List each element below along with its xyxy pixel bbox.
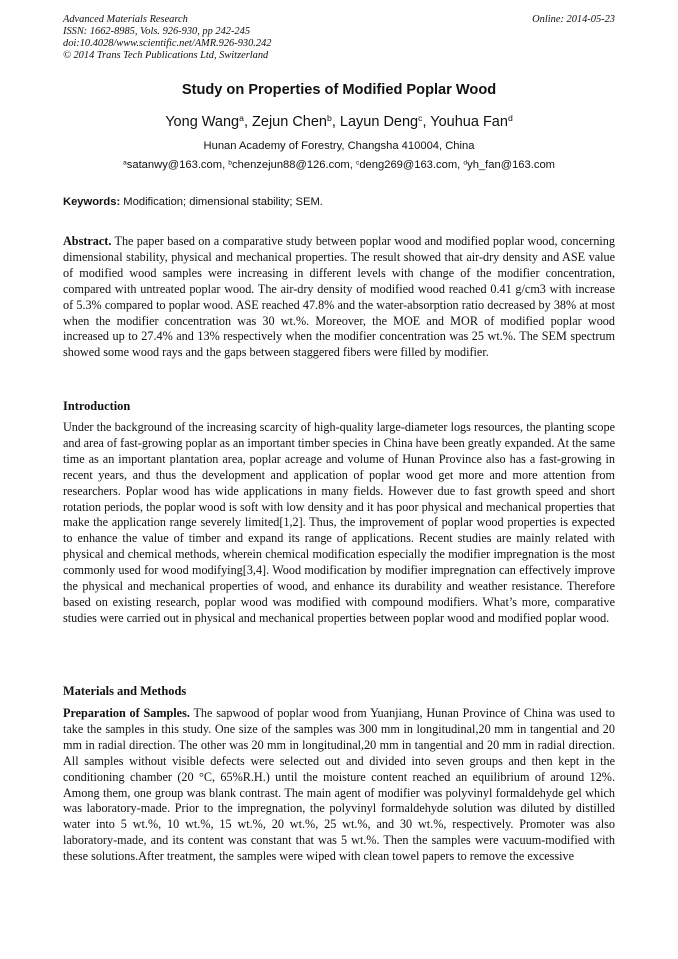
keywords-text: Modification; dimensional stability; SEM. bbox=[120, 196, 323, 208]
doi-line: doi:10.4028/www.scientific.net/AMR.926-930.242 bbox=[63, 38, 272, 49]
email-address[interactable]: deng269@163.com bbox=[359, 159, 458, 171]
author-name: Zejun Chen bbox=[252, 114, 327, 130]
author-mark: c bbox=[418, 113, 423, 124]
author-mark: d bbox=[507, 113, 513, 124]
introduction-heading: Introduction bbox=[63, 399, 131, 413]
abstract-paragraph bbox=[63, 234, 615, 361]
email-list: $^a$satanwy@163.com, $^b$chenzejun88@126.com, $^c$deng269@163.com, $^d$yh_fan@163.com bbox=[123, 159, 555, 171]
journal-name: Advanced Materials Research bbox=[63, 14, 188, 25]
materials-methods-heading: Materials and Methods bbox=[63, 684, 187, 698]
author-list: Yong Wang$^a$, Zejun Chen$^b$, Layun Deng$^c$, Youhua Fan$^d$ bbox=[165, 113, 513, 130]
email-mark: a bbox=[123, 159, 127, 167]
preparation-text: The sapwood of poplar wood from Yuanjiang, Hunan Province of China was used to take the samples in this study. One size of the samples was 300 mm in longitudinal,20 mm in tangential and 20 mm in radial direction. The other was 20 mm in longitudinal,20 mm in tangential and 20 mm in radial direction. All samples without visible defects were selected out and divided into seven groups and then kept in the conditioning chamber (20 °C, 65%R.H.) until the moisture content reached an equilibrium of around 12%. Among them, one group was blank contrast. The main agent of modifier was polyvinyl formaldehyde gel which was laboratory-made. Prior to the impregnation, the polyvinyl formaldehyde solution was diluted by distilled water into 5 wt.%, 10 wt.%, 15 wt.%, 20 wt.%, 25 wt.%, and 30 wt.%, respectively. Promoter was also laboratory-made, and its content was constant that was 5 wt.%. Then the samples were vacuum-modified with these solutions.After treatment, the samples were wiped with clean towel papers to remove the excessive bbox=[63, 706, 615, 864]
author-name: Youhua Fan bbox=[430, 114, 508, 130]
email-address[interactable]: yh_fan@163.com bbox=[467, 159, 555, 171]
email-mark: b bbox=[228, 159, 233, 167]
preparation-paragraph bbox=[63, 706, 615, 865]
author-name: Yong Wang bbox=[165, 114, 240, 130]
author-name: Layun Deng bbox=[339, 114, 419, 130]
keywords-label: Keywords: bbox=[63, 196, 121, 208]
copyright-line: © 2014 Trans Tech Publications Ltd, Switzerland bbox=[63, 50, 269, 61]
paper-title: Study on Properties of Modified Poplar Wood bbox=[181, 82, 497, 98]
author-mark: b bbox=[327, 113, 332, 124]
email-address[interactable]: chenzejun88@126.com bbox=[232, 159, 350, 171]
keywords bbox=[63, 196, 323, 208]
email-mark: c bbox=[355, 159, 360, 167]
introduction-paragraph: Under the background of the increasing scarcity of high-quality large-diameter logs resources, the planting scope and area of fast-growing poplar as an important timber species in China have been greatly expanded. At the same time as an important plantation area, poplar acreage and volume of Hunan Province also has a fast-growing in recent years, and thus the development and application of poplar wood get more and more attention from researchers. Poplar wood has wide applications in many fields. However due to fast growth speed and short rotation periods, the poplar wood is soft with low density and it has poor physical and mechanical properties that make the application range severely limited[1,2]. Thus, the improvement of poplar wood properties is expected to enhance the value of timber and expand its range of applications. Recent studies are mainly related with physical and chemical methods, wherein chemical modification especially the modifier impregnation is the most commonly used for wood modifying[3,4]. Wood modification by modifier impregnation can effectively improve the physical and mechanical properties of wood, and enhance its durability and weather resistance. Therefore based on existing research, poplar wood was modified with compound modifiers. What’s more, comparative studies were carried out in physical and mechanical properties between poplar wood and modified poplar wood. bbox=[63, 420, 615, 625]
issn-line: ISSN: 1662-8985, Vols. 926-930, pp 242-245 bbox=[63, 26, 251, 37]
preparation-subheading: Preparation of Samples. bbox=[63, 706, 190, 720]
abstract-label: Abstract. bbox=[63, 234, 112, 248]
author-mark: a bbox=[239, 113, 244, 124]
abstract-text: The paper based on a comparative study between poplar wood and modified poplar wood, concerning dimensional stability, physical and mechanical properties. The result showed that air-dry density and ASE value of modified wood samples were increasing in different levels with change of the modifier concentration, compared with untreated poplar wood. The air-dry density of modified wood reached 0.41 g/cm3 with increase of 5.3% compared to poplar wood. ASE reached 47.8% and the water-absorption ratio decreased by 38% at most when the modifier concentration was 30 wt.%. Moreover, the MOE and MOR of modified poplar wood increased up to 27.4% and 13% respectively when the modifier concentration was 25 wt.%. The SEM spectrum showed some wood rays and the gaps between staggered fibers were filled by modifier. bbox=[63, 234, 615, 360]
email-address[interactable]: satanwy@163.com bbox=[126, 159, 223, 171]
online-date: Online: 2014-05-23 bbox=[532, 14, 615, 25]
email-mark: d bbox=[463, 159, 468, 167]
journal-header bbox=[63, 14, 271, 62]
affiliation: Hunan Academy of Forestry, Changsha 410004, China bbox=[203, 140, 475, 152]
